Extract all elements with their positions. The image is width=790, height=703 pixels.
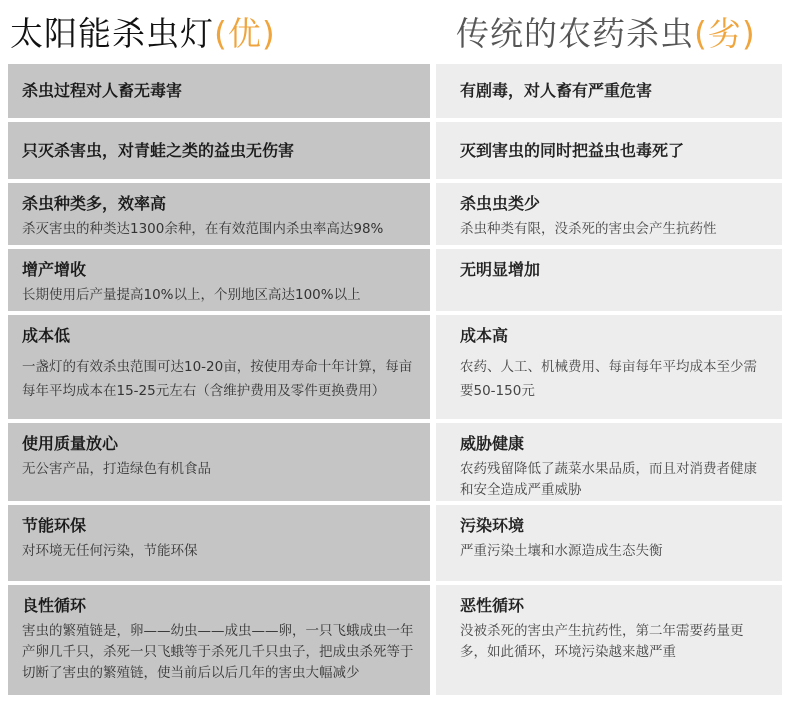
left-row-3-desc: 杀灭害虫的种类达1300余种，在有效范围内杀虫率高达98% — [22, 221, 384, 237]
left-row-6-desc: 无公害产品，打造绿色有机食品 — [22, 461, 211, 477]
right-row-8 — [436, 585, 782, 695]
left-row-6 — [8, 423, 430, 501]
left-row-4 — [8, 249, 430, 311]
pesticide-column — [436, 0, 782, 660]
right-row-3-title: 杀虫虫类少 — [460, 194, 541, 213]
left-row-8 — [8, 585, 430, 695]
left-row-7 — [8, 505, 430, 581]
left-row-7-desc: 对环境无任何污染，节能环保 — [22, 543, 198, 559]
right-row-8-desc: 没被杀死的害虫产生抗药性，第二年需要药量更多，如此循环，环境污染越来越严重 — [460, 623, 744, 660]
right-row-3 — [436, 183, 782, 245]
right-row-6 — [436, 423, 782, 501]
right-row-3-desc: 杀虫种类有限，没杀死的害虫会产生抗药性 — [460, 221, 717, 237]
right-row-6-desc: 农药残留降低了蔬菜水果品质，而且对消费者健康和安全造成严重威胁 — [460, 461, 757, 498]
right-row-1 — [436, 64, 782, 118]
left-row-4-desc: 长期使用后产量提高10%以上，个别地区高达100%以上 — [22, 287, 361, 303]
left-row-8-desc: 害虫的繁殖链是，卵——幼虫——成虫——卵，一只飞蛾成虫一年产卵几千只，杀死一只飞蛾等于杀死几千只虫子，把成虫杀死等于切断了害虫的繁殖链，使当前后以后几年的害虫大幅减少 — [22, 623, 414, 681]
right-column-tag: (劣) — [694, 13, 756, 53]
left-row-6-title: 使用质量放心 — [22, 434, 119, 453]
left-row-4-title: 增产增收 — [22, 260, 87, 279]
left-row-2-title: 只灭杀害虫，对青蛙之类的益虫无伤害 — [22, 140, 295, 160]
right-row-4 — [436, 249, 782, 311]
left-row-1-title: 杀虫过程对人畜无毒害 — [22, 81, 183, 100]
left-row-5-desc: 一盏灯的有效杀虫范围可达10-20亩，按使用寿命十年计算，每亩每年平均成本在15-25元左右（含维护费用及零件更换费用） — [22, 359, 413, 399]
right-row-7-title: 污染环境 — [460, 516, 525, 535]
right-row-4-title: 无明显增加 — [460, 260, 541, 279]
right-row-8-title: 恶性循环 — [460, 596, 525, 615]
left-column-tag: (优) — [214, 13, 276, 53]
right-row-5-desc: 农药、人工、机械费用、每亩每年平均成本至少需要50-150元 — [460, 359, 757, 399]
right-row-2-title: 灭到害虫的同时把益虫也毒死了 — [460, 140, 685, 160]
left-row-1 — [8, 64, 430, 118]
right-row-7 — [436, 505, 782, 581]
right-column-header — [436, 0, 782, 62]
right-row-6-title: 威胁健康 — [460, 434, 525, 453]
right-row-1-title: 有剧毒，对人畜有严重危害 — [460, 81, 653, 100]
left-row-2 — [8, 122, 430, 179]
right-row-5-title: 成本高 — [460, 326, 509, 345]
left-column-header — [8, 0, 430, 62]
left-row-8-title: 良性循环 — [22, 596, 87, 615]
right-row-2 — [436, 122, 782, 179]
right-row-7-desc: 严重污染土壤和水源造成生态失衡 — [460, 543, 663, 559]
left-row-5-title: 成本低 — [22, 326, 71, 345]
left-row-5 — [8, 315, 430, 419]
right-row-5 — [436, 315, 782, 419]
left-row-3 — [8, 183, 430, 245]
left-row-3-title: 杀虫种类多，效率高 — [22, 194, 167, 213]
left-row-7-title: 节能环保 — [22, 516, 87, 535]
right-column-title: 传统的农药杀虫 — [456, 13, 694, 53]
solar-lamp-column — [8, 0, 430, 681]
left-column-title: 太阳能杀虫灯 — [10, 13, 214, 53]
